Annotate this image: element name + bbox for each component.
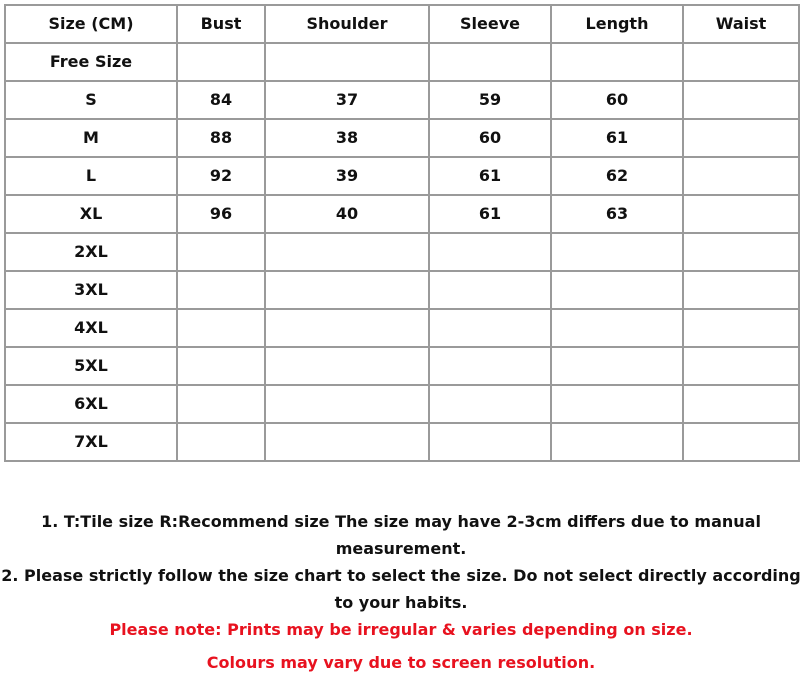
- cell-bust: [177, 309, 265, 347]
- table-row: [5, 347, 799, 385]
- cell-waist: [683, 43, 799, 81]
- header-length: Length: [551, 5, 683, 43]
- cell-length: 62: [551, 157, 683, 195]
- table-row: [5, 157, 799, 195]
- cell-shoulder: [265, 347, 429, 385]
- cell-size: S: [5, 81, 177, 119]
- cell-bust: [177, 423, 265, 461]
- cell-waist: [683, 195, 799, 233]
- cell-size: 5XL: [5, 347, 177, 385]
- table-row: [5, 119, 799, 157]
- cell-waist: [683, 119, 799, 157]
- cell-length: [551, 309, 683, 347]
- cell-sleeve: [429, 43, 551, 81]
- cell-bust: [177, 233, 265, 271]
- cell-size: Free Size: [5, 43, 177, 81]
- table-row: [5, 271, 799, 309]
- cell-sleeve: 61: [429, 195, 551, 233]
- cell-length: [551, 385, 683, 423]
- cell-shoulder: 37: [265, 81, 429, 119]
- cell-bust: [177, 347, 265, 385]
- cell-shoulder: [265, 309, 429, 347]
- cell-size: 3XL: [5, 271, 177, 309]
- cell-length: 63: [551, 195, 683, 233]
- cell-sleeve: [429, 423, 551, 461]
- size-chart-table: [4, 4, 800, 462]
- cell-size: 6XL: [5, 385, 177, 423]
- cell-size: 4XL: [5, 309, 177, 347]
- table-row: [5, 43, 799, 81]
- cell-bust: 92: [177, 157, 265, 195]
- cell-bust: [177, 43, 265, 81]
- table-row: [5, 233, 799, 271]
- cell-bust: [177, 271, 265, 309]
- header-shoulder: Shoulder: [265, 5, 429, 43]
- cell-size: 7XL: [5, 423, 177, 461]
- cell-shoulder: [265, 271, 429, 309]
- warning-prints: Please note: Prints may be irregular & varies depending on size.: [109, 620, 693, 639]
- cell-bust: 96: [177, 195, 265, 233]
- cell-shoulder: 38: [265, 119, 429, 157]
- cell-waist: [683, 385, 799, 423]
- cell-sleeve: [429, 233, 551, 271]
- cell-bust: [177, 385, 265, 423]
- cell-sleeve: [429, 347, 551, 385]
- cell-size: 2XL: [5, 233, 177, 271]
- cell-waist: [683, 233, 799, 271]
- cell-sleeve: 59: [429, 81, 551, 119]
- cell-length: [551, 347, 683, 385]
- table-row: [5, 309, 799, 347]
- table-row: [5, 81, 799, 119]
- cell-waist: [683, 271, 799, 309]
- cell-waist: [683, 157, 799, 195]
- cell-shoulder: 40: [265, 195, 429, 233]
- header-bust: Bust: [177, 5, 265, 43]
- cell-sleeve: [429, 385, 551, 423]
- cell-length: [551, 271, 683, 309]
- table-row: [5, 423, 799, 461]
- header-size: Size (CM): [5, 5, 177, 43]
- cell-sleeve: 61: [429, 157, 551, 195]
- header-waist: Waist: [683, 5, 799, 43]
- note-2: 2. Please strictly follow the size chart to select the size. Do not select directly according to your habits.: [1, 566, 801, 612]
- cell-size: M: [5, 119, 177, 157]
- notes-section: [0, 508, 802, 676]
- cell-shoulder: [265, 233, 429, 271]
- cell-size: L: [5, 157, 177, 195]
- table-row: [5, 195, 799, 233]
- cell-length: 61: [551, 119, 683, 157]
- cell-size: XL: [5, 195, 177, 233]
- cell-shoulder: [265, 385, 429, 423]
- cell-shoulder: 39: [265, 157, 429, 195]
- header-sleeve: Sleeve: [429, 5, 551, 43]
- cell-bust: 84: [177, 81, 265, 119]
- cell-length: [551, 423, 683, 461]
- cell-bust: 88: [177, 119, 265, 157]
- cell-sleeve: [429, 271, 551, 309]
- cell-waist: [683, 81, 799, 119]
- cell-length: [551, 233, 683, 271]
- cell-waist: [683, 423, 799, 461]
- warning-colours: Colours may vary due to screen resolution.: [206, 653, 596, 672]
- cell-sleeve: 60: [429, 119, 551, 157]
- cell-length: [551, 43, 683, 81]
- note-1: 1. T:Tile size R:Recommend size The size may have 2-3cm differs due to manual measurement.: [41, 512, 761, 558]
- cell-waist: [683, 347, 799, 385]
- table-header-row: [5, 5, 799, 43]
- cell-shoulder: [265, 43, 429, 81]
- cell-sleeve: [429, 309, 551, 347]
- table-row: [5, 385, 799, 423]
- cell-shoulder: [265, 423, 429, 461]
- cell-waist: [683, 309, 799, 347]
- cell-length: 60: [551, 81, 683, 119]
- table-body: [5, 43, 799, 461]
